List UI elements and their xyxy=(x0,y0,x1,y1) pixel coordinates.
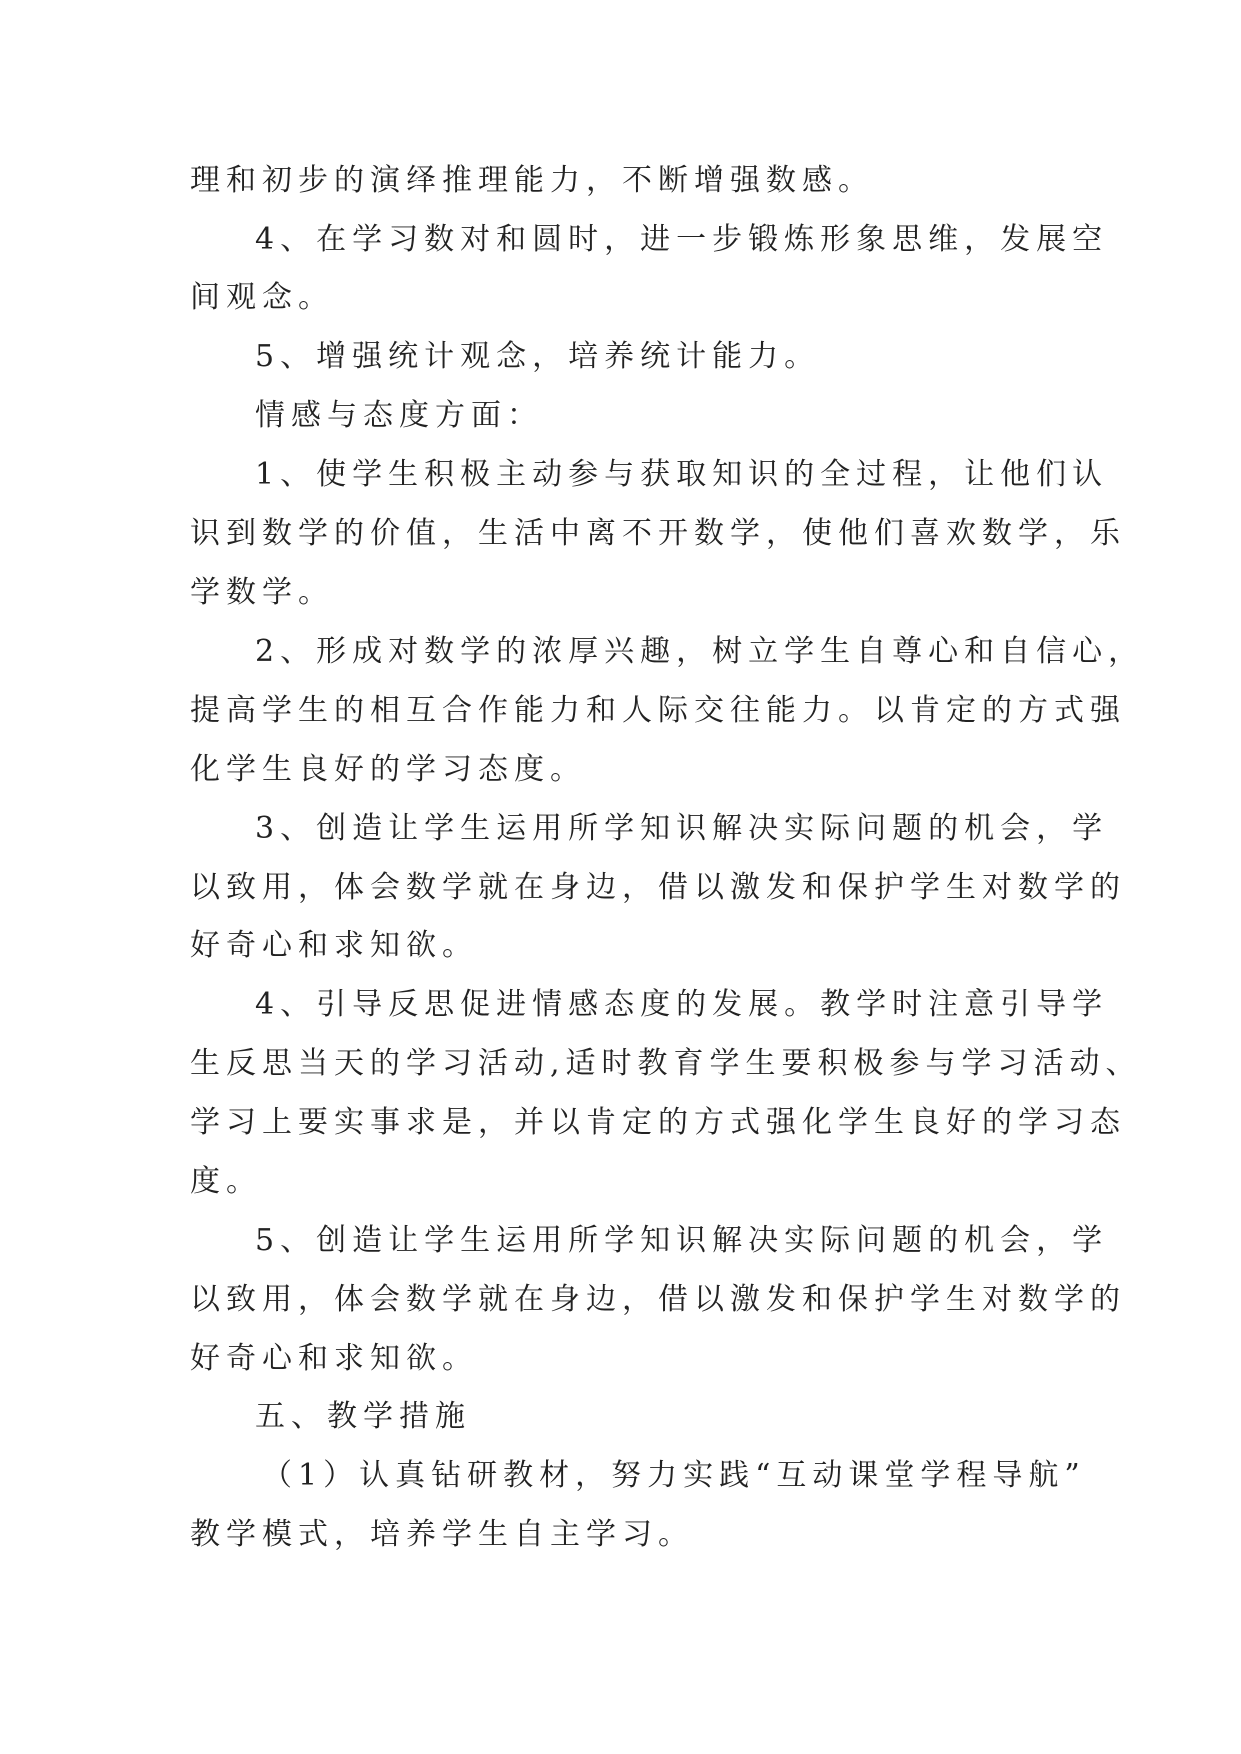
paragraph-line: 以致用，体会数学就在身边，借以激发和保护学生对数学的 xyxy=(190,870,1126,905)
paragraph-line: 3、创造让学生运用所学知识解决实际问题的机会，学 xyxy=(255,811,1109,846)
paragraph-line: 好奇心和求知欲。 xyxy=(190,1341,478,1376)
paragraph-line: 5、创造让学生运用所学知识解决实际问题的机会，学 xyxy=(255,1223,1109,1258)
paragraph-line: （1）认真钻研教材，努力实践“互动课堂学程导航” xyxy=(262,1458,1086,1493)
paragraph-line: 学习上要实事求是，并以肯定的方式强化学生良好的学习态 xyxy=(190,1105,1126,1140)
paragraph-line: 1、使学生积极主动参与获取知识的全过程，让他们认 xyxy=(255,457,1109,492)
paragraph-line: 理和初步的演绎推理能力，不断增强数感。 xyxy=(190,163,874,198)
paragraph-line: 学数学。 xyxy=(190,575,334,610)
section-heading: 五、教学措施 xyxy=(255,1399,471,1434)
paragraph-line: 识到数学的价值，生活中离不开数学，使他们喜欢数学，乐 xyxy=(190,516,1126,551)
paragraph-line: 5、增强统计观念，培养统计能力。 xyxy=(255,339,821,374)
paragraph-line: 教学模式，培养学生自主学习。 xyxy=(190,1517,694,1552)
paragraph-line: 4、在学习数对和圆时，进一步锻炼形象思维，发展空 xyxy=(255,222,1109,257)
paragraph-line: 提高学生的相互合作能力和人际交往能力。以肯定的方式强 xyxy=(190,693,1126,728)
paragraph-line: 2、形成对数学的浓厚兴趣，树立学生自尊心和自信心， xyxy=(255,634,1145,669)
paragraph-line: 间观念。 xyxy=(190,280,334,315)
paragraph-line: 度。 xyxy=(190,1164,262,1199)
paragraph-line: 化学生良好的学习态度。 xyxy=(190,752,586,787)
paragraph-line: 生反思当天的学习活动,适时教育学生要积极参与学习活动、 xyxy=(190,1046,1142,1081)
paragraph-line: 好奇心和求知欲。 xyxy=(190,928,478,963)
paragraph-line: 以致用，体会数学就在身边，借以激发和保护学生对数学的 xyxy=(190,1282,1126,1317)
section-heading: 情感与态度方面： xyxy=(255,398,543,433)
paragraph-line: 4、引导反思促进情感态度的发展。教学时注意引导学 xyxy=(255,987,1109,1022)
